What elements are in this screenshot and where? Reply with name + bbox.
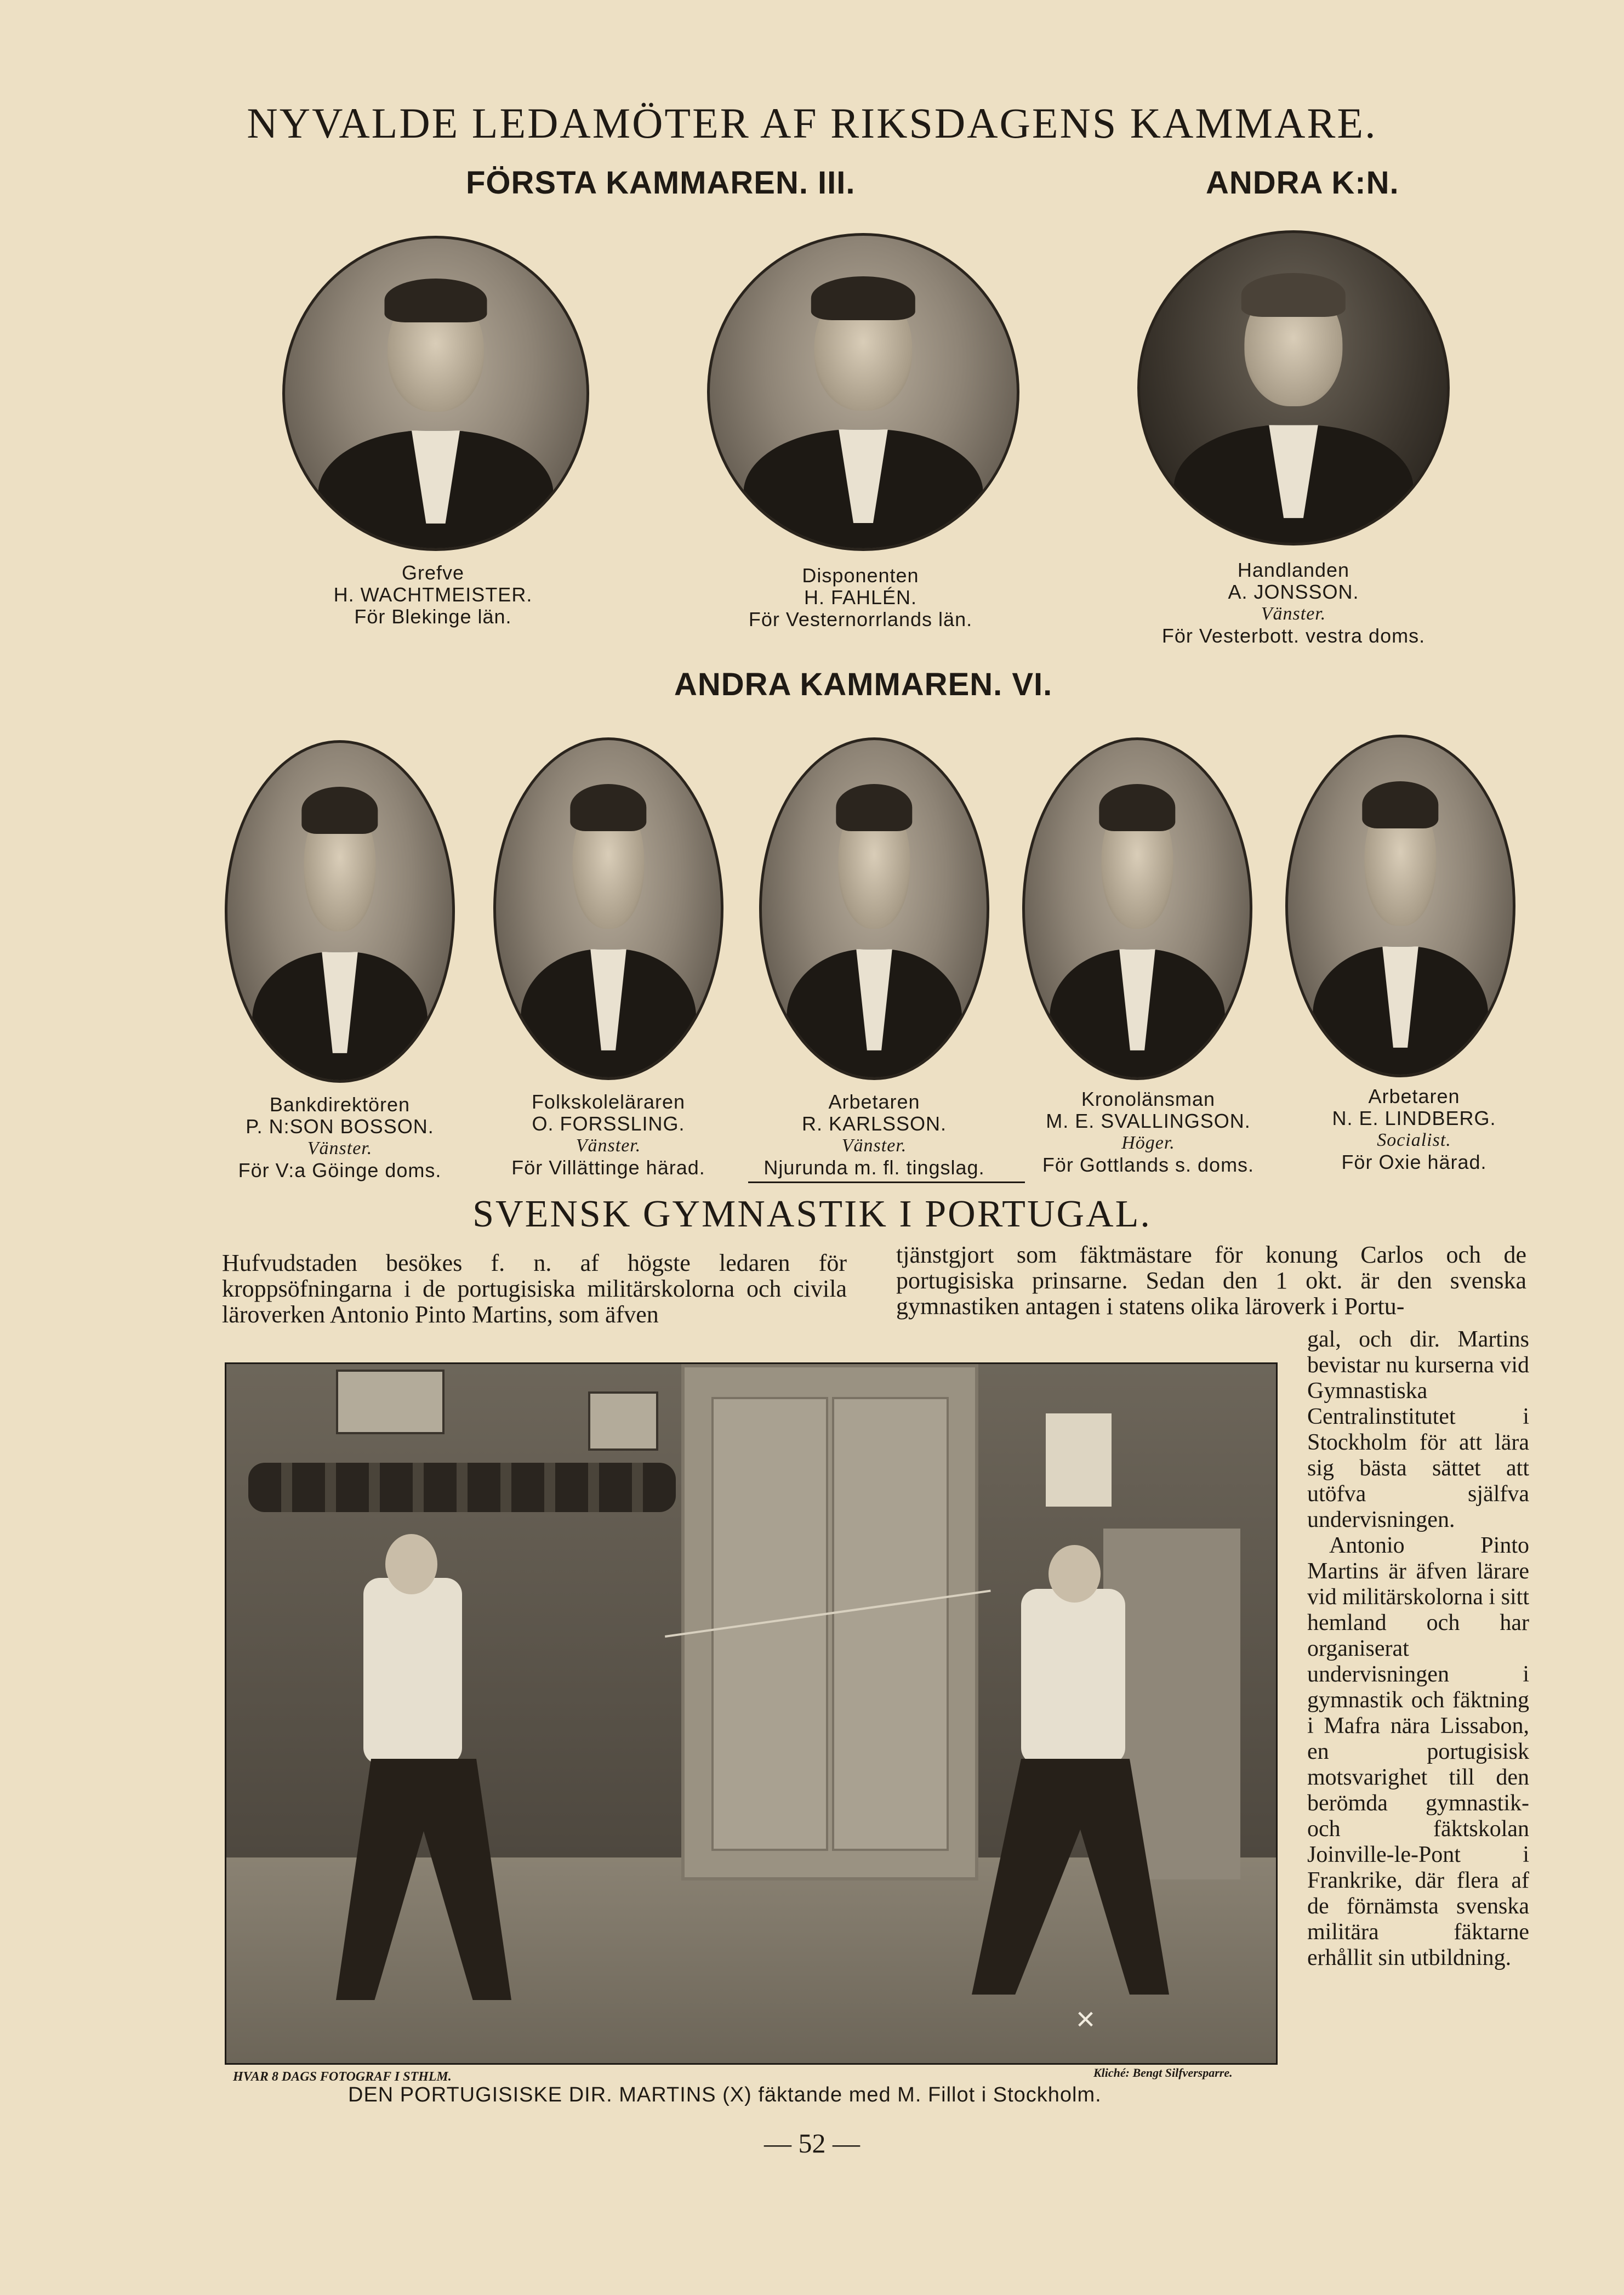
caption-jonsson: Handlanden A. JONSSON. Vänster. För Vesterbott. vestra doms. (1161, 559, 1426, 647)
portrait-forssling (493, 737, 723, 1080)
caption-svallingson: Kronolänsman M. E. SVALLINGSON. Höger. För Gottlands s. doms. (1042, 1088, 1255, 1176)
portrait-wachtmeister (282, 236, 589, 551)
andra-kn-heading: ANDRA K:N. (1206, 165, 1399, 201)
caption-wachtmeister: Grefve H. WACHTMEISTER. För Blekinge län. (333, 561, 533, 628)
article-title: SVENSK GYMNASTIK I PORTUGAL. (472, 1193, 1152, 1235)
portrait-lindberg (1285, 735, 1515, 1077)
andra-kammaren-heading: ANDRA KAMMAREN. VI. (674, 667, 1053, 702)
caption-rule (748, 1181, 1025, 1183)
portrait-jonsson (1137, 230, 1450, 546)
fencing-photograph (225, 1362, 1278, 2065)
portrait-bosson (225, 740, 455, 1083)
article-column-1: Hufvudstaden besökes f. n. af högste ledaren för kroppsöfningarna i de portugisiska militärskolorna och civila läroverken Antonio Pinto Martins, som äfven (222, 1249, 847, 1328)
page-title: NYVALDE LEDAMÖTER AF RIKSDAGENS KAMMARE. (247, 99, 1377, 147)
martins-mark: × (1076, 2001, 1096, 2037)
article-column-2-top: tjänstgjort som fäktmästare för konung Carlos och de portugisiska prinsarne. Sedan den 1 okt. är den svenska gymnastiken antagen i statens olika läroverk i Portu- (896, 1241, 1526, 1320)
article-column-2-side: gal, och dir. Martins bevistar nu kurserna vid Gymnastiska Centralinstitutet i Stockholm för att lära sig bästa sättet att utöfva själfva undervisningen. Antonio Pinto Martins är äfven lärare vid militärskolorna i sitt hemland och har organiserat undervisningen i gymnastik och fäktning i Mafra nära Lissabon, en portugisisk motsvarighet till den berömda gymnastik- och fäktskolan Joinville-le-Pont i Frankrike, där flera af de förnämsta svenska militära fäktarne erhållit sin utbildning. (1307, 1327, 1529, 1970)
caption-bosson: Bankdirektören P. N:SON BOSSON. Vänster. För V:a Göinge doms. (238, 1093, 442, 1181)
photo-caption: DEN PORTUGISISKE DIR. MARTINS (X) fäktande med M. Fillot i Stockholm. (348, 2083, 1102, 2106)
photo-credit-right: Kliché: Bengt Silfversparre. (1093, 2066, 1233, 2080)
forsta-kammaren-heading: FÖRSTA KAMMAREN. III. (466, 165, 856, 201)
caption-forssling: Folkskoleläraren O. FORSSLING. Vänster. För Villättinge härad. (511, 1090, 705, 1179)
page-number: — 52 — (764, 2128, 860, 2158)
caption-fahlen: Disponenten H. FAHLÉN. För Vesternorrlands län. (748, 564, 973, 630)
portrait-fahlen (707, 233, 1019, 551)
caption-karlsson: Arbetaren R. KARLSSON. Vänster. Njurunda m. fl. tingslag. (763, 1090, 985, 1179)
portrait-svallingson (1022, 737, 1252, 1080)
portrait-karlsson (759, 737, 989, 1080)
caption-lindberg: Arbetaren N. E. LINDBERG. Socialist. För Oxie härad. (1332, 1085, 1496, 1173)
photo-credit-left: HVAR 8 DAGS FOTOGRAF I STHLM. (233, 2070, 452, 2084)
